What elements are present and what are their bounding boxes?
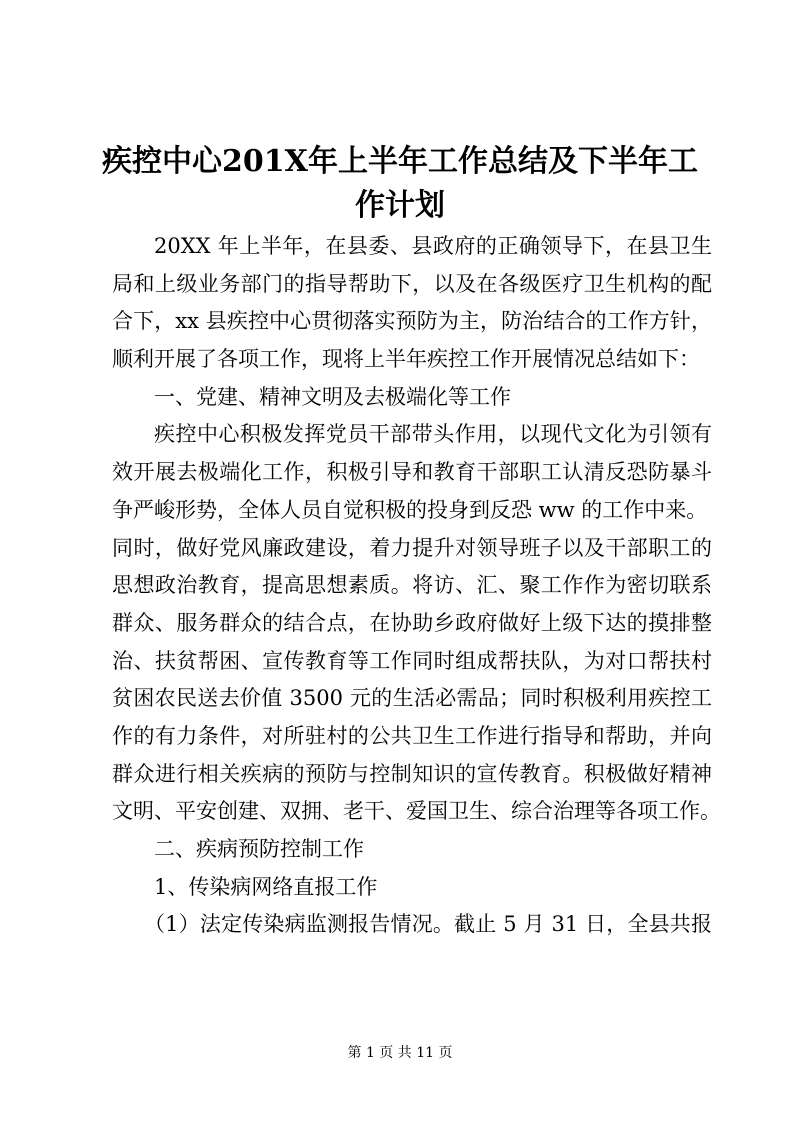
paragraph-line: 效开展去极端化工作，积极引导和教育干部职工认清反恐防暴斗 [112, 460, 712, 485]
paragraph-line: 文明、平安创建、双拥、老干、爱国卫生、综合治理等各项工作。 [112, 799, 721, 824]
section-heading: 二、疾病预防控制工作 [154, 837, 364, 861]
paragraph-line: 贫困农民送去价值 3500 元的生活必需品；同时积极利用疾控工 [112, 686, 712, 711]
paragraph-line: 作的有力条件，对所驻村的公共卫生工作进行指导和帮助，并向 [112, 723, 712, 748]
title-line-1: 疾控中心201X年上半年工作总结及下半年工 [102, 144, 698, 179]
paragraph-line: 治、扶贫帮困、宣传教育等工作同时组成帮扶队，为对口帮扶村 [112, 648, 712, 673]
document-body [112, 228, 721, 944]
document-title [100, 140, 700, 228]
title-line-2: 作计划 [355, 188, 445, 223]
paragraph-line: 局和上级业务部门的指导帮助下，以及在各级医疗卫生机构的配 [112, 271, 712, 296]
subsection-heading: 1、传染病网络直报工作 [154, 874, 378, 899]
paragraph-line: 同时，做好党风廉政建设，着力提升对领导班子以及干部职工的 [112, 535, 712, 560]
paragraph-line: 群众进行相关疾病的预防与控制知识的宣传教育。积极做好精神 [112, 761, 712, 786]
paragraph-line: 疾控中心积极发挥党员干部带头作用，以现代文化为引领有 [154, 422, 712, 447]
paragraph-line: 顺利开展了各项工作，现将上半年疾控工作开展情况总结如下： [112, 347, 700, 372]
paragraph-line: 群众、服务群众的结合点，在协助乡政府做好上级下达的摸排整 [112, 610, 712, 635]
paragraph-line: 20XX 年上半年，在县委、县政府的正确领导下，在县卫生 [154, 234, 712, 258]
section-heading: 一、党建、精神文明及去极端化等工作 [154, 384, 511, 409]
paragraph-line: 争严峻形势，全体人员自觉积极的投身到反恐 ww 的工作中来。 [112, 497, 708, 522]
paragraph-line: 思想政治教育，提高思想素质。将访、汇、聚工作作为密切联系 [112, 573, 712, 598]
page-footer: 第 1 页 共 11 页 [347, 1045, 453, 1061]
paragraph-line: （1）法定传染病监测报告情况。截止 5 月 31 日，全县共报 [144, 912, 712, 937]
paragraph-line: 合下，xx 县疾控中心贯彻落实预防为主，防治结合的工作方针， [112, 309, 712, 334]
